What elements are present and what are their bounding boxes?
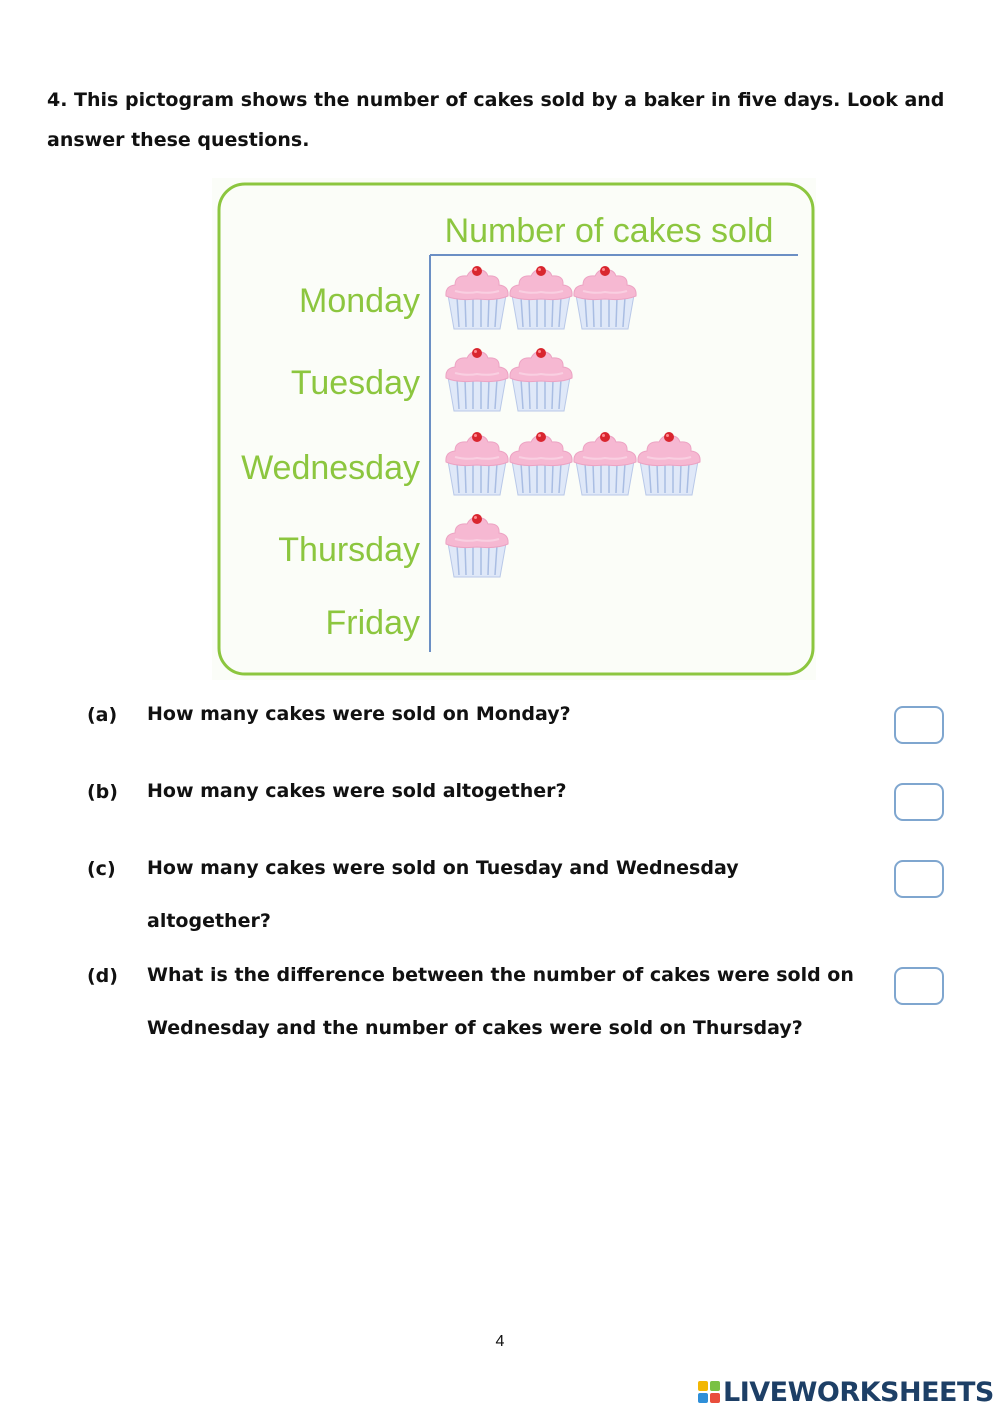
intro-line-2: answer these questions. xyxy=(47,129,310,151)
cupcake-icon xyxy=(446,266,508,329)
cupcake-icon xyxy=(446,432,508,495)
cupcake-icon xyxy=(574,266,636,329)
chart-title: Number of cakes sold xyxy=(444,212,774,250)
brand-name: LIVEWORKSHEETS xyxy=(723,1376,994,1408)
cupcake-icon xyxy=(510,432,572,495)
question-intro xyxy=(47,80,947,160)
answer-box-c[interactable] xyxy=(894,860,944,898)
question-text: How many cakes were sold altogether? xyxy=(147,780,567,802)
pictogram-svg xyxy=(212,178,816,680)
page-number: 4 xyxy=(495,1333,505,1350)
pictogram-chart xyxy=(212,178,816,680)
question-letter: (a) xyxy=(87,704,118,726)
answer-box-a[interactable] xyxy=(894,706,944,744)
cupcake-icon xyxy=(446,348,508,411)
cupcake-icon xyxy=(638,432,700,495)
cupcake-icon xyxy=(510,348,572,411)
row-label-tuesday: Tuesday xyxy=(290,364,420,402)
question-text: What is the difference between the number of cakes were sold on Wednesday and the number of cakes were sold on Thursday? xyxy=(147,964,854,1039)
intro-line-1: 4. This pictogram shows the number of cakes sold by a baker in five days. Look and xyxy=(47,89,945,111)
cupcake-icon xyxy=(574,432,636,495)
question-letter: (b) xyxy=(87,781,118,803)
row-label-friday: Friday xyxy=(325,604,420,642)
answer-box-b[interactable] xyxy=(894,783,944,821)
liveworksheets-logo-icon xyxy=(698,1381,720,1403)
question-letter: (c) xyxy=(87,858,116,880)
question-text: How many cakes were sold on Tuesday and Wednesday altogether? xyxy=(147,857,739,932)
question-letter: (d) xyxy=(87,965,118,987)
question-text: How many cakes were sold on Monday? xyxy=(147,703,571,725)
answer-box-d[interactable] xyxy=(894,967,944,1005)
row-label-wednesday: Wednesday xyxy=(241,449,420,487)
cupcake-icon xyxy=(446,514,508,577)
liveworksheets-brand[interactable] xyxy=(698,1375,994,1409)
cupcake-icon xyxy=(510,266,572,329)
row-label-monday: Monday xyxy=(299,282,420,320)
row-label-thursday: Thursday xyxy=(278,531,420,569)
